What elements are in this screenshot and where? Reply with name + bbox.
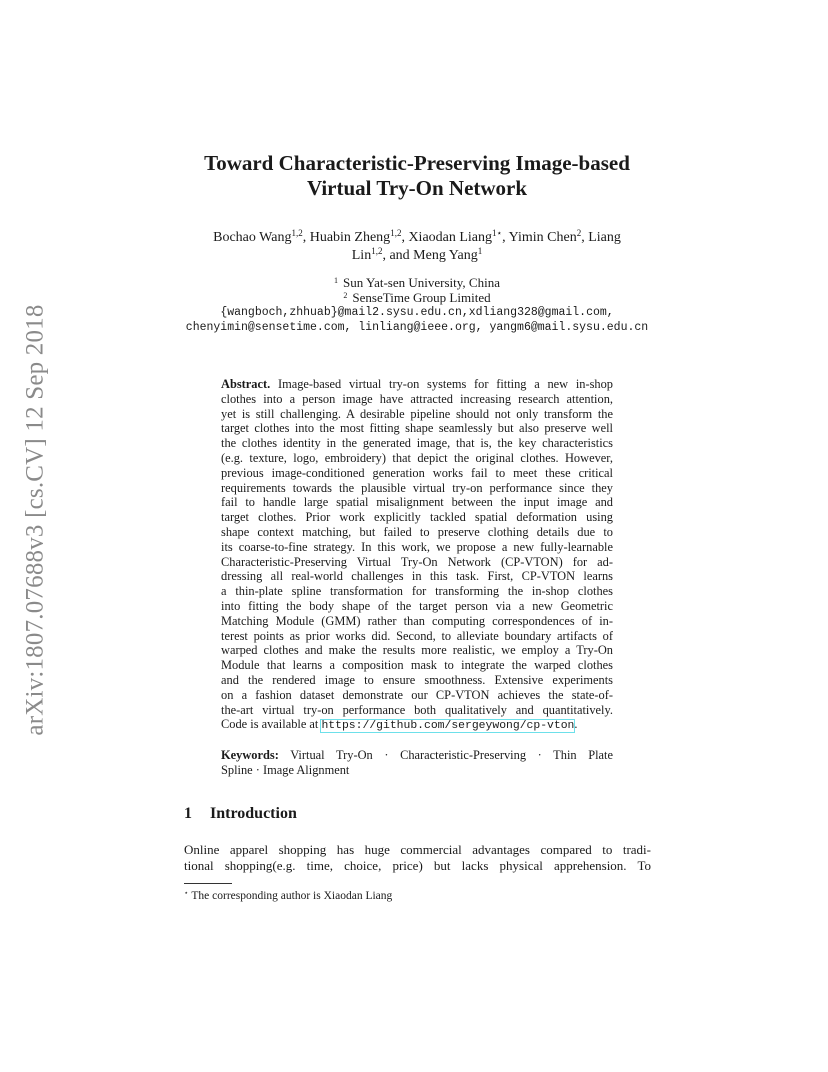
body-text bbox=[184, 842, 651, 874]
footnote-rule bbox=[184, 883, 232, 884]
abstract-line: Matching Module (GMM) rather than computing correspondences of in- bbox=[221, 613, 613, 628]
author-name: , Liang bbox=[581, 230, 621, 245]
arxiv-id-text: arXiv:1807.07688v3 [cs.CV] 12 Sep 2018 bbox=[22, 304, 50, 736]
email-line-2: chenyimin@sensetime.com, linliang@ieee.org, yangm6@mail.sysu.edu.cn bbox=[185, 321, 649, 334]
author-affil-mark: 1 bbox=[477, 246, 483, 256]
footnote bbox=[184, 886, 392, 903]
author-name: , Huabin Zheng bbox=[302, 230, 391, 245]
abstract-line: dressing all real-world challenges in this task. First, CP-VTON learns bbox=[221, 569, 613, 584]
abstract-line: the-art virtual try-on performance both qualitatively and quantitatively. bbox=[221, 702, 613, 717]
body-line: Online apparel shopping has huge commercial advantages compared to tradi- bbox=[184, 842, 651, 857]
abstract-line: (e.g. texture, logo, embroidery) that depict the original clothes. However, bbox=[221, 450, 613, 465]
abstract-line: Module that learns a composition mask to integrate the warped clothes bbox=[221, 658, 613, 673]
affil-mark: 2 bbox=[343, 291, 348, 300]
footnote-mark: ⋆ bbox=[184, 889, 189, 897]
abstract-line: Characteristic-Preserving Virtual Try-On Network (CP-VTON) for ad- bbox=[221, 554, 613, 569]
abstract-line: Abstract. Image-based virtual try-on systems for fitting a new in-shop bbox=[221, 377, 613, 391]
keywords-line: Keywords: Virtual Try-On · Characteristic-Preserving · Thin Plate bbox=[221, 748, 613, 762]
author-affil-mark: 2 bbox=[576, 228, 582, 238]
keywords-line: Spline · Image Alignment bbox=[221, 763, 350, 777]
author-name: Bochao Wang bbox=[213, 230, 292, 245]
affiliation-1: Sun Yat-sen University, China bbox=[343, 275, 500, 290]
title-line-1: Toward Characteristic-Preserving Image-based bbox=[204, 151, 630, 175]
footnote-text: The corresponding author is Xiaodan Liang bbox=[191, 890, 393, 902]
abstract-line: target clothes. Prior work explicitly tackled spatial deformation using bbox=[221, 510, 613, 525]
keywords bbox=[221, 748, 613, 778]
abstract-line: and the rendered image to ensure smoothness. Extensive experiments bbox=[221, 672, 613, 687]
abstract-line: terest points as prior works did. Second, to alleviate boundary artifacts of bbox=[221, 628, 613, 643]
author-name: Lin bbox=[351, 248, 372, 263]
abstract-line: clothes into a person image have attracted increasing research attention, bbox=[221, 391, 613, 406]
section-number: 1 bbox=[184, 805, 192, 822]
paper-title bbox=[150, 151, 684, 201]
affil-mark: 1 bbox=[334, 276, 339, 285]
author-name: , Xiaodan Liang bbox=[401, 230, 493, 245]
affiliation-2: SenseTime Group Limited bbox=[352, 290, 491, 305]
abstract-label: Abstract. bbox=[221, 377, 271, 391]
abstract-line: target clothes into the most fitting shape seamlessly but also preserve well bbox=[221, 421, 613, 436]
abstract-line: warped clothes and make the results more realistic, we employ a Try-On bbox=[221, 643, 613, 658]
code-link[interactable]: https://github.com/sergeywong/cp-vton bbox=[321, 720, 575, 733]
section-heading bbox=[184, 805, 297, 823]
abstract-line: a thin-plate spline transformation for transforming the in-shop clothes bbox=[221, 584, 613, 599]
author-name: , and Meng Yang bbox=[382, 248, 478, 263]
author-affil-mark: 1,2 bbox=[371, 246, 383, 256]
author-list bbox=[184, 229, 650, 265]
author-affil-mark: 1,2 bbox=[291, 228, 303, 238]
body-line: tional shopping(e.g. time, choice, price) but lacks physical apprehension. To bbox=[184, 858, 651, 873]
title-line-2: Virtual Try-On Network bbox=[306, 176, 528, 200]
affiliations bbox=[150, 275, 684, 335]
abstract-line: previous image-conditioned generation works fail to meet these critical bbox=[221, 465, 613, 480]
abstract-line: on a fashion dataset demonstrate our CP-VTON achieves the state-of- bbox=[221, 687, 613, 702]
abstract-line: requirements towards the plausible virtual try-on performance since they bbox=[221, 480, 613, 495]
arxiv-identifier bbox=[14, 280, 58, 760]
abstract-line: shape context matching, but failed to preserve clothing details due to bbox=[221, 524, 613, 539]
abstract-line: its coarse-to-fine strategy. In this work, we propose a new fully-learnable bbox=[221, 539, 613, 554]
email-line-1: {wangboch,zhhuab}@mail2.sysu.edu.cn,xdliang328@gmail.com, bbox=[220, 306, 614, 319]
abstract-line: fail to handle large spatial misalignment between the input image and bbox=[221, 495, 613, 510]
abstract-line: Code is available at https://github.com/sergeywong/cp-vton. bbox=[221, 717, 578, 733]
abstract bbox=[221, 377, 613, 734]
section-title: Introduction bbox=[210, 805, 297, 822]
author-name: , Yimin Chen bbox=[502, 230, 577, 245]
author-affil-mark: 1,2 bbox=[390, 228, 402, 238]
abstract-line: the clothes identity in the generated image, that is, the key characteristics bbox=[221, 436, 613, 451]
author-affil-mark: 1⋆ bbox=[492, 228, 503, 238]
keywords-label: Keywords: bbox=[221, 748, 279, 762]
abstract-line: into fitting the body shape of the target person via a new Geometric bbox=[221, 598, 613, 613]
abstract-line: yet is still challenging. A desirable pipeline should not only transform the bbox=[221, 406, 613, 421]
